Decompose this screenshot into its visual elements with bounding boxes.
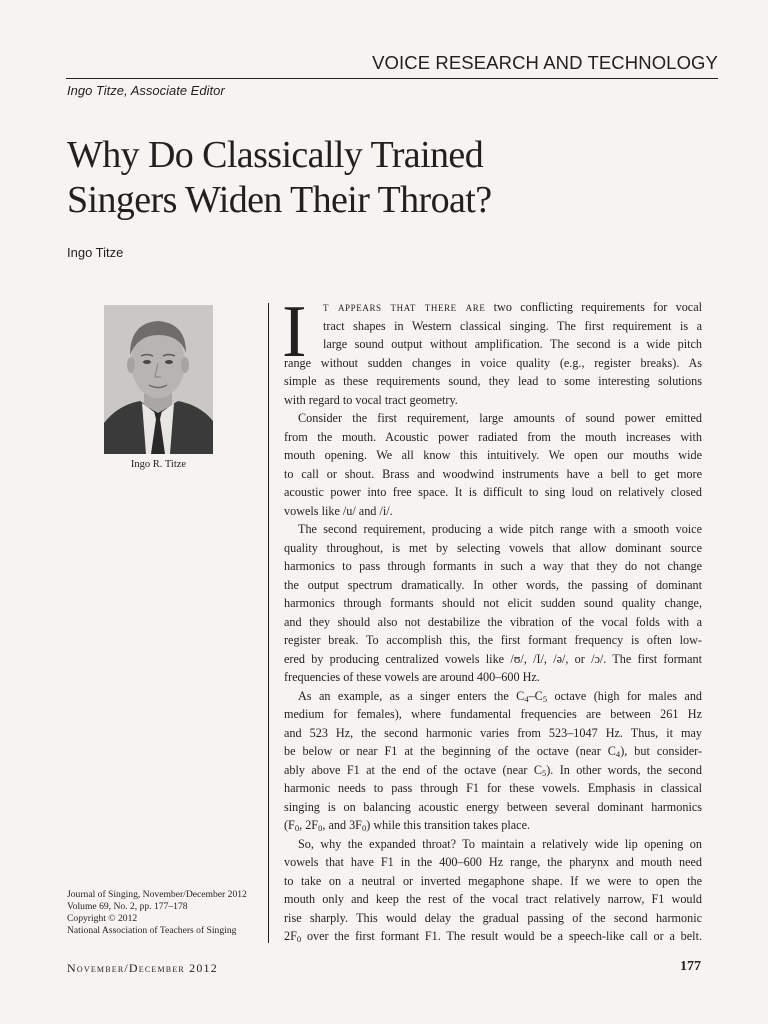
body-line: the output spectrum dramatically. In other words, the passing of dominant — [284, 577, 702, 592]
article-title-line-2: Singers Widen Their Throat? — [67, 179, 492, 221]
footer-issue-date: November/December 2012 — [67, 961, 218, 975]
text-run: As an example, as a singer enters the C — [298, 688, 525, 703]
body-line: to call or shout. Brass and woodwind instruments have a bell to get more — [284, 466, 702, 481]
citation-line: Journal of Singing, November/December 2012 — [67, 889, 247, 900]
article-author: Ingo Titze — [67, 245, 124, 260]
body-line: frequencies of these vowels are around 400–600 Hz. — [284, 670, 540, 684]
subscript: 5 — [541, 767, 547, 778]
body-line: The second requirement, producing a wide pitch range with a smooth voice — [298, 522, 702, 536]
associate-editor-line: Ingo Titze, Associate Editor — [67, 83, 225, 98]
journal-citation — [67, 889, 267, 937]
text-run: , 2F — [299, 818, 319, 832]
drop-cap: I — [282, 291, 307, 373]
subscript: 0 — [361, 823, 367, 833]
body-line: singing is on balancing acoustic energy between several dominant harmonics — [284, 799, 702, 814]
article-body — [282, 291, 703, 946]
body-line: from the mouth. Acoustic power radiated from the mouth increases with — [284, 429, 702, 444]
body-line — [284, 927, 702, 946]
body-line: ered by producing centralized vowels like /ʊ/, /I/, /ə/, or /ɔ/. The first formant — [284, 651, 702, 666]
body-line — [284, 687, 702, 706]
text-run: (F — [284, 818, 295, 832]
citation-line: National Association of Teachers of Singing — [67, 925, 237, 937]
body-line: mouth opening. We all know this intuitively. We open our mouths wide — [284, 448, 702, 462]
author-portrait-image — [104, 305, 213, 454]
subscript: 0 — [318, 823, 323, 833]
subscript: 4 — [615, 749, 621, 759]
text-run: , and 3F — [322, 818, 362, 832]
body-line: mouth only and keep the rest of the vocal tract relatively narrow, F1 would — [284, 892, 702, 906]
body-line: Consider the first requirement, large amounts of sound power emitted — [298, 411, 702, 425]
text-run: ably above F1 at the end of the octave (near C — [284, 762, 542, 777]
subscript: 5 — [542, 693, 548, 704]
body-line: So, why the expanded throat? To maintain a relatively wide lip opening on — [298, 836, 702, 851]
body-line-text: two conflicting requirements for vocal — [485, 300, 702, 314]
body-line: acoustic power into free space. It is difficult to sing loud on relatively closed — [284, 485, 702, 499]
body-line: vowels that have F1 in the 400–600 Hz range, the pharynx and mouth need — [284, 855, 702, 869]
body-line — [284, 761, 702, 780]
text-run: ), but consider- — [620, 744, 703, 758]
body-line: rise sharply. This would delay the gradual passing of the second harmonic — [284, 910, 702, 925]
subscript: 4 — [524, 693, 529, 704]
body-line: simple as these requirements sound, they lead to some interesting solutions — [284, 374, 702, 388]
subscript: 0 — [294, 823, 300, 833]
body-line: vowels like /u/ and /i/. — [284, 503, 393, 518]
body-line: harmonics to pass through formants in such a way that they do not change — [284, 559, 702, 573]
header-rule — [66, 78, 718, 79]
body-line: register break. To accomplish this, the first formant frequency is often low- — [284, 633, 702, 647]
body-line: large sound output without amplification. The second is a wide pitch — [323, 337, 702, 351]
citation-line: Copyright © 2012 — [67, 913, 138, 925]
body-line: medium for females), where fundamental frequencies are between 261 Hz — [284, 707, 702, 721]
text-run: over the first formant F1. The result would be a speech-like call or a belt. — [301, 929, 702, 943]
subscript: 0 — [296, 934, 302, 944]
body-line: tract shapes in Western classical singing. The first requirement is a — [323, 318, 702, 333]
text-run: 2F — [284, 929, 297, 943]
text-run: –C — [528, 688, 543, 703]
body-line — [284, 742, 702, 761]
text-run: octave (high for males and — [547, 688, 703, 703]
body-line: range without sudden changes in voice quality (e.g., register breaks). As — [284, 355, 702, 370]
lead-in-smallcaps: t appears that there are — [323, 300, 486, 314]
column-rule — [268, 303, 269, 943]
article-title-line-1: Why Do Classically Trained — [67, 134, 484, 176]
section-header: VOICE RESEARCH AND TECHNOLOGY — [372, 52, 718, 73]
text-run: ). In other words, the second — [546, 762, 702, 777]
body-line: quality throughout, is met by selecting vowels that allow dominant source — [284, 540, 702, 555]
page-number: 177 — [680, 959, 701, 974]
body-line: with regard to vocal tract geometry. — [284, 392, 458, 407]
author-photo — [104, 305, 213, 454]
body-line — [284, 816, 702, 835]
body-line: and 523 Hz, the second harmonic varies from 523–1047 Hz. Thus, it may — [284, 725, 702, 740]
photo-caption: Ingo R. Titze — [130, 459, 187, 470]
text-run: ) while this transition takes place. — [366, 818, 531, 832]
text-run: be below or near F1 at the beginning of the octave (near C — [284, 744, 616, 758]
body-line — [284, 298, 702, 317]
body-line: harmonic needs to pass through F1 for these vowels. Emphasis in classical — [284, 781, 702, 795]
article-title — [67, 133, 627, 223]
body-line: to take on a neutral or inverted megaphone shape. If we were to open the — [284, 873, 702, 888]
body-line: and they should also not destabilize the vibration of the vocal folds with a — [284, 614, 702, 629]
body-line: harmonics through formants should not elicit sudden sound quality change, — [284, 596, 702, 610]
citation-line: Volume 69, No. 2, pp. 177–178 — [67, 901, 188, 913]
